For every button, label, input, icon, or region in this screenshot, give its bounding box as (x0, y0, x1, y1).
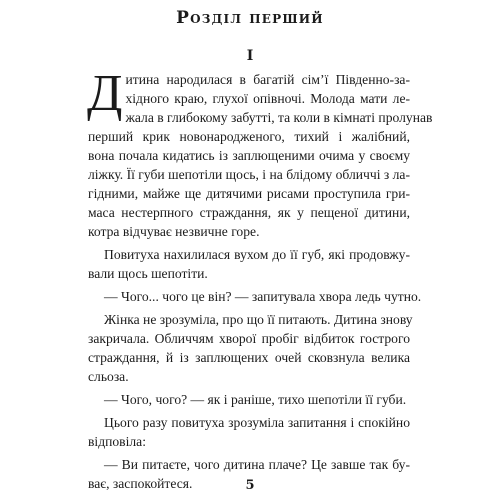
page-number: 5 (245, 478, 255, 493)
section-number: I (246, 48, 254, 64)
drop-cap: Д (87, 65, 123, 122)
text-line: Цього разу повитуха зрозуміла запитання і спокійно (104, 415, 410, 430)
text-line: гідними, майже ще дитячими рисами проступила гри- (88, 186, 410, 201)
text-line: перший крик новонародженого, тихий і жалібний, (88, 129, 410, 144)
text-line: ває, заспокойтеся. (88, 476, 193, 491)
text-line: ліжку. Її губи шепотіли щось, і на блідому обличчі з ла- (88, 167, 410, 182)
paragraph-6 (88, 413, 410, 451)
text-line: відповіла: (88, 434, 146, 449)
text-line: жала в глибокому забутті, та коли в кімнаті пролунав (125, 110, 433, 125)
paragraph-1 (87, 65, 433, 241)
paragraph-3 (88, 287, 422, 306)
text-line: Жінка не зрозуміла, про що її питають. Дитина знову (104, 312, 413, 327)
text-line: вона почала кидатись із заплющеними очима у своєму (88, 148, 410, 163)
text-line: — Чого, чого? — як і раніше, тихо шепотіли її губи. (104, 392, 407, 407)
text-line: закричала. Обличчям хворої пробіг відбиток гострого (88, 331, 410, 346)
paragraph-4 (88, 310, 413, 386)
chapter-title: Розділ перший (176, 8, 324, 28)
text-line: сльоза. (88, 369, 129, 384)
paragraph-2 (88, 245, 410, 283)
body-text (87, 65, 433, 497)
text-line: итина народилася в багатій сім’ї Південно-за- (125, 72, 410, 87)
text-line: хідного краю, глухої опівночі. Молода мати ле- (125, 91, 410, 106)
paragraph-5 (88, 390, 410, 409)
text-line: Повитуха нахилилася вухом до її губ, які продовжу- (104, 247, 410, 262)
text-line: страждання, й із заплющених очей сковзнула велика (88, 350, 410, 365)
text-line: — Ви питаєте, чого дитина плаче? Це завше так бу- (104, 457, 410, 472)
text-line: — Чого... чого це він? — запитувала хвора ледь чутно. (104, 289, 422, 304)
text-line: вали щось шепотіти. (88, 266, 208, 281)
text-line: маса нестерпного страждання, як у пещеної дитини, (88, 205, 410, 220)
text-line: котра відчуває незвичне горе. (88, 224, 260, 239)
